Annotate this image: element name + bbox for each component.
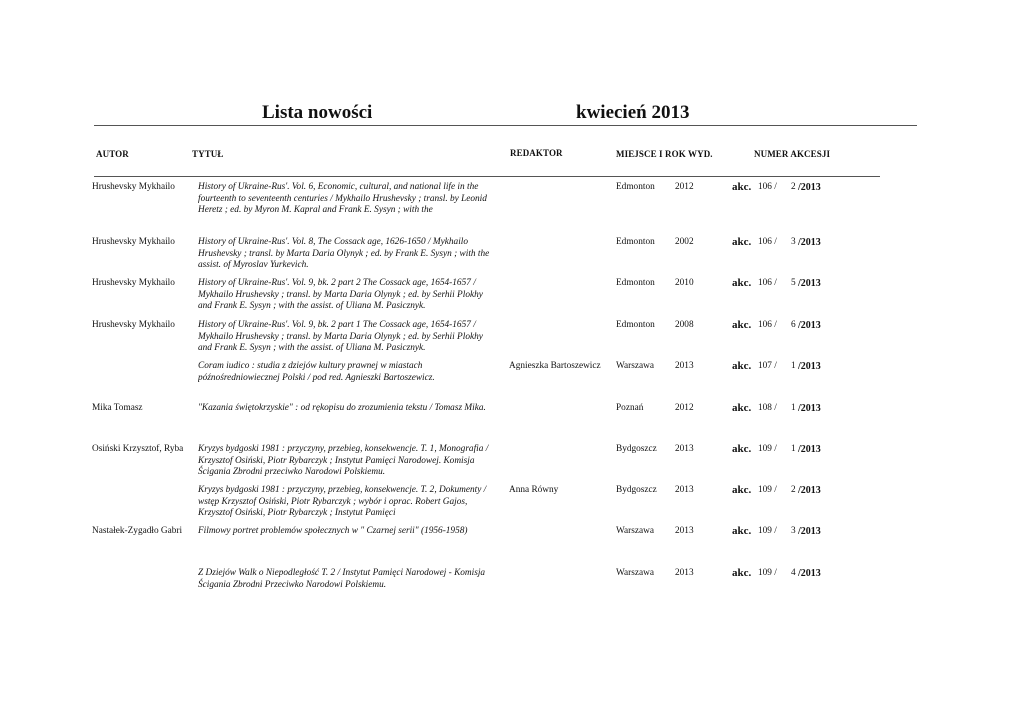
row-miejsce: Edmonton: [616, 237, 655, 247]
row-accession-item: 1: [791, 361, 796, 371]
row-akc-label: akc.: [732, 402, 752, 414]
row-tytul: Kryzys bydgoski 1981 : przyczyny, przebieg, konsekwencje. T. 2, Dokumenty / wstęp Krzysztof Osiński, Piotr Rybarczyk ; wybór i oprac. Robert Gajos, Krzysztof Osiński, Piotr Rybarczyk ; Instytut Pamięci: [198, 485, 487, 519]
row-accession-year: /2013: [798, 278, 821, 289]
row-accession-number: 106 /: [758, 237, 777, 247]
row-autor: Mika Tomasz: [92, 403, 143, 413]
row-autor: Nastałek-Żygadło Gabri: [92, 526, 183, 536]
column-header-autor: AUTOR: [96, 149, 129, 159]
row-accession-item: 1: [791, 444, 796, 454]
row-akc-label: akc.: [732, 181, 752, 193]
row-accession-year: /2013: [798, 526, 821, 537]
row-miejsce: Warszawa: [616, 361, 654, 371]
column-header-redaktor: REDAKTOR: [510, 148, 563, 158]
row-autor: Osiński Krzysztof, Ryba: [92, 444, 184, 454]
row-miejsce: Poznań: [616, 403, 644, 413]
row-miejsce: Bydgoszcz: [616, 444, 657, 454]
row-accession-year: /2013: [798, 182, 821, 193]
row-accession-year: /2013: [798, 237, 821, 248]
row-akc-label: akc.: [732, 443, 752, 455]
row-accession-item: 5: [791, 278, 796, 288]
row-redaktor: Agnieszka Bartoszewicz: [509, 361, 601, 371]
row-accession-year: /2013: [798, 485, 821, 496]
row-accession-item: 2: [791, 485, 796, 495]
row-miejsce: Edmonton: [616, 320, 655, 330]
row-tytul: Kryzys bydgoski 1981 : przyczyny, przebieg, konsekwencje. T. 1, Monografia / Krzysztof Osiński, Piotr Rybarczyk ; Instytut Pamięci Narodowej. Komisja Ścigania Zbrodni przeciwko Narodowi Polskiemu.: [198, 444, 489, 478]
row-tytul: History of Ukraine-Rus'. Vol. 9, bk. 2 part 1 The Cossack age, 1654-1657 / Mykhailo Hrushevsky ; transl. by Marta Daria Olynyk ; ed. by Serhii Plokhy and Frank E. Sysyn ; with the assist. of Uliana M. Pasicznyk.: [198, 320, 483, 354]
row-autor: Hrushevsky Mykhailo: [92, 182, 175, 192]
column-header-tytul: TYTUŁ: [192, 149, 224, 159]
row-akc-label: akc.: [732, 277, 752, 289]
header-rule: [94, 176, 880, 177]
row-rok: 2013: [675, 485, 694, 495]
row-rok: 2012: [675, 403, 694, 413]
row-rok: 2013: [675, 568, 694, 578]
row-rok: 2013: [675, 444, 694, 454]
row-accession-item: 4: [791, 568, 796, 578]
row-autor: Hrushevsky Mykhailo: [92, 278, 175, 288]
row-accession-year: /2013: [798, 444, 821, 455]
row-tytul: Filmowy portret problemów społecznych w " Czarnej serii" (1956-1958): [198, 526, 468, 536]
row-akc-label: akc.: [732, 236, 752, 248]
row-accession-year: /2013: [798, 361, 821, 372]
row-miejsce: Bydgoszcz: [616, 485, 657, 495]
row-rok: 2002: [675, 237, 694, 247]
row-accession-item: 1: [791, 403, 796, 413]
row-accession-number: 109 /: [758, 485, 777, 495]
page-period: kwiecień 2013: [576, 102, 690, 123]
row-tytul: Z Dziejów Walk o Niepodległość T. 2 / Instytut Pamięci Narodowej - Komisja Ścigania Zbrodni Przeciwko Narodowi Polskiemu.: [198, 568, 486, 590]
row-accession-year: /2013: [798, 403, 821, 414]
column-header-numer: NUMER AKCESJI: [754, 149, 831, 159]
row-accession-number: 109 /: [758, 444, 777, 454]
row-akc-label: akc.: [732, 484, 752, 496]
row-miejsce: Warszawa: [616, 526, 654, 536]
row-accession-item: 3: [791, 526, 796, 536]
row-accession-number: 109 /: [758, 526, 777, 536]
row-accession-number: 109 /: [758, 568, 777, 578]
title-rule: [94, 125, 917, 126]
row-autor: Hrushevsky Mykhailo: [92, 237, 175, 247]
row-akc-label: akc.: [732, 319, 752, 331]
page-title: Lista nowości: [262, 102, 373, 123]
row-accession-year: /2013: [798, 568, 821, 579]
row-miejsce: Edmonton: [616, 278, 655, 288]
row-accession-year: /2013: [798, 320, 821, 331]
row-rok: 2010: [675, 278, 694, 288]
row-tytul: History of Ukraine-Rus'. Vol. 8, The Cossack age, 1626-1650 / Mykhailo Hrushevsky ; transl. by Marta Daria Olynyk ; ed. by Frank E. Sysyn ; with the assist. of Myroslav Yurkevich.: [198, 237, 490, 271]
row-tytul: History of Ukraine-Rus'. Vol. 9, bk. 2 part 2 The Cossack age, 1654-1657 / Mykhailo Hrushevsky ; transl. by Marta Daria Olynyk ; ed. by Serhii Plokhy and Frank E. Sysyn ; with the assist. of Uliana M. Pasicznyk.: [198, 278, 483, 312]
row-accession-item: 2: [791, 182, 796, 192]
row-accession-number: 106 /: [758, 320, 777, 330]
row-accession-item: 6: [791, 320, 796, 330]
row-akc-label: akc.: [732, 567, 752, 579]
row-accession-number: 106 /: [758, 278, 777, 288]
row-accession-number: 108 /: [758, 403, 777, 413]
row-tytul: "Kazania świętokrzyskie" : od rękopisu do zrozumienia tekstu / Tomasz Mika.: [198, 403, 486, 413]
row-miejsce: Edmonton: [616, 182, 655, 192]
row-tytul: Coram iudico : studia z dziejów kultury prawnej w miastach późnośredniowiecznej Polski / pod red. Agnieszki Bartoszewicz.: [198, 361, 435, 383]
row-accession-number: 106 /: [758, 182, 777, 192]
column-header-miejsce: MIEJSCE I ROK WYD.: [616, 149, 713, 159]
row-rok: 2008: [675, 320, 694, 330]
row-miejsce: Warszawa: [616, 568, 654, 578]
row-rok: 2013: [675, 526, 694, 536]
row-akc-label: akc.: [732, 525, 752, 537]
row-accession-number: 107 /: [758, 361, 777, 371]
row-redaktor: Anna Równy: [509, 485, 559, 495]
row-rok: 2013: [675, 361, 694, 371]
row-autor: Hrushevsky Mykhailo: [92, 320, 175, 330]
row-akc-label: akc.: [732, 360, 752, 372]
row-accession-item: 3: [791, 237, 796, 247]
row-rok: 2012: [675, 182, 694, 192]
row-tytul: History of Ukraine-Rus'. Vol. 6, Economic, cultural, and national life in the fourteenth to seventeenth centuries / Mykhailo Hrushevsky ; transl. by Leonid Heretz ; ed. by Myron M. Kapral and Frank E. Sysyn ; with the: [198, 182, 487, 216]
